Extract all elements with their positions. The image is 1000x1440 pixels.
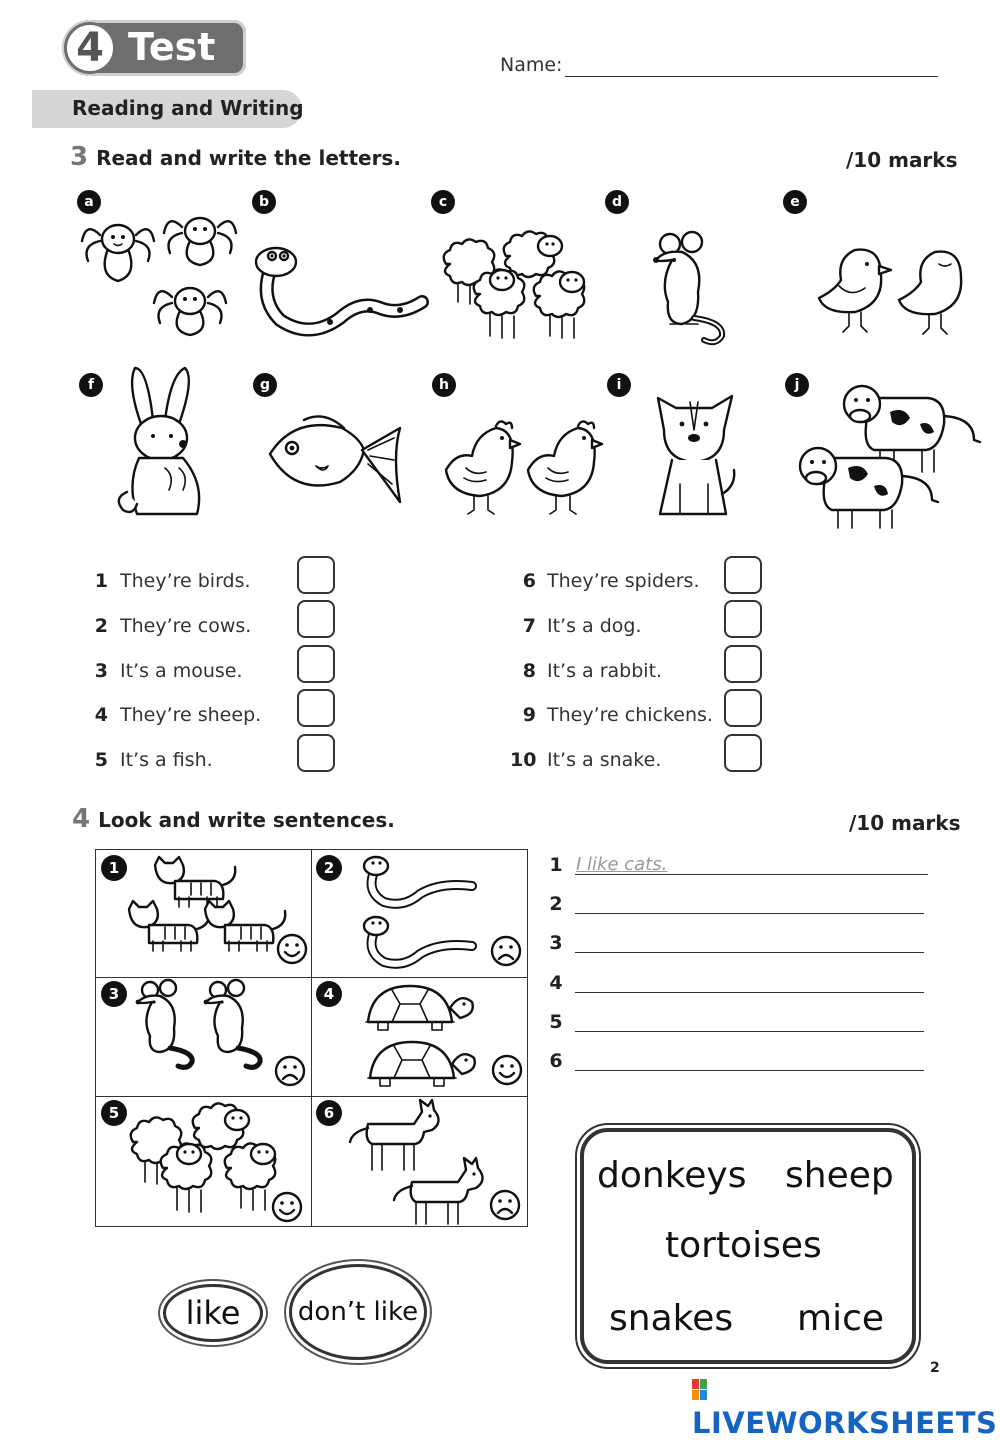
exercise-4-marks: /10 marks <box>849 811 961 835</box>
sentence-text: It’s a mouse. <box>120 660 243 682</box>
sheep-icon <box>125 1100 290 1218</box>
sentence-number: 10 <box>510 749 537 771</box>
picture-letter-g: g <box>253 373 277 397</box>
sentence-number: 7 <box>522 615 536 637</box>
line-number: 4 <box>549 972 563 994</box>
sentence-text: It’s a fish. <box>120 749 213 771</box>
answer-box-9[interactable] <box>724 689 762 727</box>
answer-line-2[interactable] <box>575 913 924 914</box>
brand-name: LIVEWORKSHEETS <box>692 1406 998 1440</box>
answer-box-5[interactable] <box>297 734 335 772</box>
sad-face-icon <box>488 1188 522 1222</box>
line-number: 2 <box>549 893 563 915</box>
sentence-text: They’re spiders. <box>547 570 700 592</box>
line-number: 6 <box>549 1050 563 1072</box>
answer-box-8[interactable] <box>724 645 762 683</box>
sentence-text: It’s a snake. <box>547 749 662 771</box>
mouse-icon <box>652 232 742 352</box>
word-mice: mice <box>797 1298 885 1339</box>
sentence-number: 6 <box>522 570 536 592</box>
exercise-3-marks: /10 marks <box>846 148 958 172</box>
sentence-text: They’re chickens. <box>547 704 713 726</box>
picture-letter-a: a <box>77 190 101 214</box>
sentence-text: They’re sheep. <box>120 704 262 726</box>
happy-face-icon <box>270 1190 304 1224</box>
sad-face-icon <box>273 1054 307 1088</box>
exercise-4-title <box>72 804 395 834</box>
picture-letter-b: b <box>252 190 276 214</box>
cell-number-1: 1 <box>101 855 127 881</box>
dog-icon <box>650 390 740 520</box>
sentence-number: 3 <box>94 660 108 682</box>
picture-letter-e: e <box>783 190 807 214</box>
line-number: 1 <box>549 854 563 876</box>
picture-letter-d: d <box>605 190 629 214</box>
exercise-4-number: 4 <box>72 804 91 834</box>
exercise-3-number: 3 <box>70 142 89 172</box>
snake-icon <box>250 240 430 340</box>
donkeys-icon <box>346 1098 496 1226</box>
cows-icon <box>786 372 961 532</box>
liveworksheets-logo-icon <box>692 1379 708 1401</box>
tortoises-icon <box>362 982 477 1094</box>
verb-dont-like: don’t like <box>289 1264 427 1360</box>
line-number: 5 <box>549 1011 563 1033</box>
cats-icon <box>125 853 280 958</box>
rabbit-icon <box>113 364 213 524</box>
answer-line-5[interactable] <box>575 1031 924 1032</box>
cell-number-6: 6 <box>316 1100 342 1126</box>
line-number: 3 <box>549 932 563 954</box>
sentence-number: 5 <box>94 749 108 771</box>
birds-icon <box>805 230 960 340</box>
sentence-text: They’re birds. <box>120 570 251 592</box>
answer-box-3[interactable] <box>297 645 335 683</box>
cell-number-3: 3 <box>101 981 127 1007</box>
word-donkeys: donkeys <box>597 1155 747 1196</box>
exercise-3-instruction: Read and write the letters. <box>96 146 401 170</box>
picture-letter-i: i <box>607 373 631 397</box>
snakes-icon <box>360 852 480 972</box>
sentence-number: 1 <box>94 570 108 592</box>
verb-like: like <box>163 1284 263 1342</box>
picture-letter-f: f <box>79 373 103 397</box>
name-label: Name: <box>500 54 563 76</box>
word-sheep: sheep <box>785 1155 894 1196</box>
sad-face-icon <box>489 934 523 968</box>
sentence-text: It’s a dog. <box>547 615 642 637</box>
exercise-4-instruction: Look and write sentences. <box>98 808 395 832</box>
word-tortoises: tortoises <box>665 1225 822 1266</box>
word-snakes: snakes <box>609 1298 734 1339</box>
answer-box-2[interactable] <box>297 600 335 638</box>
answer-line-3[interactable] <box>575 952 924 953</box>
happy-face-icon <box>490 1053 524 1087</box>
sentence-number: 2 <box>94 615 108 637</box>
test-title: Test <box>128 25 216 69</box>
unit-number: 4 <box>64 22 116 74</box>
name-field[interactable] <box>565 76 938 77</box>
answer-box-4[interactable] <box>297 689 335 727</box>
cell-number-2: 2 <box>316 855 342 881</box>
sheep-icon <box>432 224 602 344</box>
answer-box-10[interactable] <box>724 734 762 772</box>
answer-box-6[interactable] <box>724 556 762 594</box>
exercise-3-title <box>70 142 401 172</box>
chickens-icon <box>430 410 600 510</box>
sentence-text: It’s a rabbit. <box>547 660 663 682</box>
sentence-number: 9 <box>522 704 536 726</box>
answer-box-1[interactable] <box>297 556 335 594</box>
picture-letter-j: j <box>785 373 809 397</box>
brand-logo[interactable] <box>692 1372 1000 1440</box>
happy-face-icon <box>275 932 309 966</box>
spiders-icon <box>78 205 238 345</box>
fish-icon <box>264 410 404 510</box>
sentence-number: 8 <box>522 660 536 682</box>
picture-letter-c: c <box>431 190 455 214</box>
example-answer: I like cats. <box>576 854 668 875</box>
cell-number-5: 5 <box>101 1100 127 1126</box>
answer-line-6[interactable] <box>575 1070 924 1071</box>
sentence-number: 4 <box>94 704 108 726</box>
section-title: Reading and Writing <box>72 96 304 120</box>
sentence-text: They’re cows. <box>120 615 252 637</box>
answer-line-4[interactable] <box>575 992 924 993</box>
page-number: 2 <box>930 1360 940 1376</box>
answer-box-7[interactable] <box>724 600 762 638</box>
picture-letter-h: h <box>432 373 456 397</box>
mice-icon <box>132 980 272 1080</box>
cell-number-4: 4 <box>316 981 342 1007</box>
